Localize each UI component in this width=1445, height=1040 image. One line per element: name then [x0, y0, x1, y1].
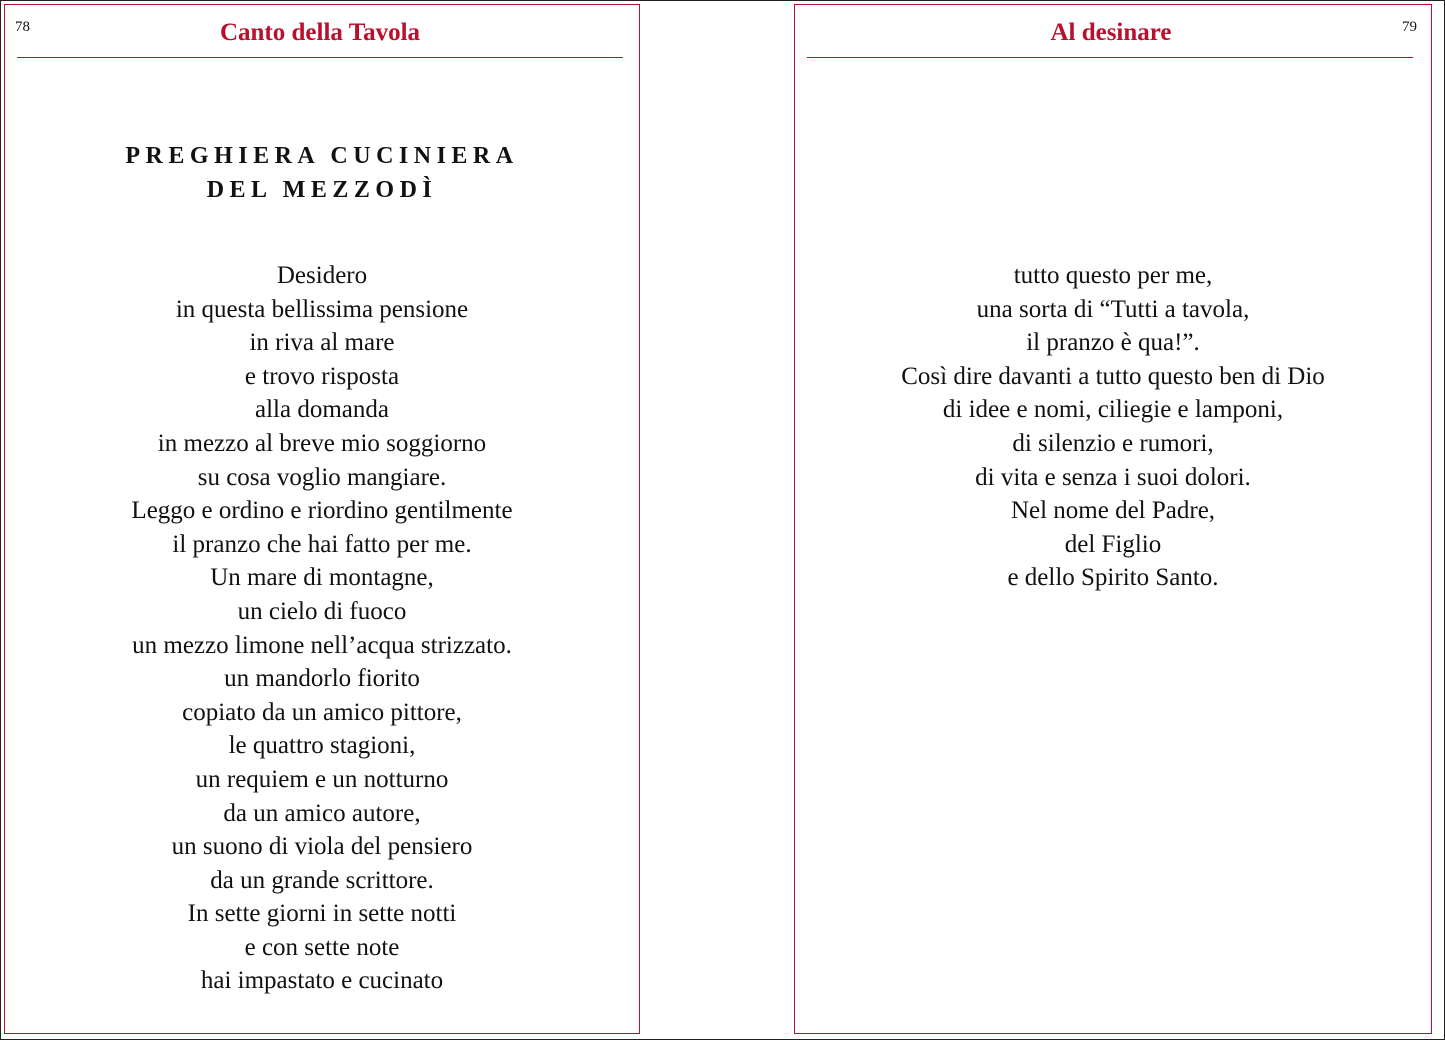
verse-line: Desidero	[276, 262, 368, 289]
verse-line: Leggo e ordino e riordino gentilmente	[131, 497, 513, 525]
verse-line: Così dire davanti a tutto questo ben di Dio	[901, 362, 1325, 390]
verse-line: in mezzo al breve mio soggiorno	[157, 429, 487, 457]
verse-line: In sette giorni in sette notti	[187, 900, 457, 928]
verse-line: del Figlio	[1064, 530, 1162, 558]
verse-line: Un mare di montagne,	[210, 564, 434, 592]
verse-line: di silenzio e rumori,	[1012, 429, 1214, 457]
page-number-right: 79	[1402, 19, 1417, 35]
verse-line: di vita e senza i suoi dolori.	[975, 463, 1251, 491]
verse-line: il pranzo è qua!”.	[1026, 329, 1200, 357]
verse-line: un requiem e un notturno	[195, 765, 449, 793]
verses-left	[5, 259, 639, 998]
right-page	[794, 4, 1432, 1034]
verses-right	[795, 259, 1431, 595]
verse-line: e con sette note	[244, 933, 400, 961]
verse-line: il pranzo che hai fatto per me.	[172, 530, 472, 558]
verse-line: una sorta di “Tutti a tavola,	[976, 295, 1250, 323]
verse-line: un mezzo limone nell’acqua strizzato.	[132, 631, 512, 659]
verse-line: un suono di viola del pensiero	[171, 833, 473, 861]
verse-line: in riva al mare	[249, 329, 395, 357]
verse-line: da un grande scrittore.	[210, 866, 434, 894]
verse-line: e dello Spirito Santo.	[1007, 564, 1219, 592]
verse-line: Nel nome del Padre,	[1010, 497, 1216, 525]
verse-line: tutto questo per me,	[1013, 262, 1213, 289]
poem-title-line: DEL MEZZODÌ	[206, 177, 438, 203]
left-page	[4, 4, 640, 1034]
verse-line: le quattro stagioni,	[228, 732, 416, 760]
verse-line: copiato da un amico pittore,	[182, 698, 462, 726]
verse-line: e trovo risposta	[244, 362, 400, 390]
verse-line: su cosa voglio mangiare.	[197, 463, 447, 491]
verse-line: di idee e nomi, ciliegie e lamponi,	[942, 396, 1284, 424]
header-rule-left	[17, 57, 623, 58]
verse-line: alla domanda	[255, 396, 389, 424]
page-number-left: 78	[15, 19, 30, 35]
verse-line: hai impastato e cucinato	[200, 967, 444, 995]
verse-line: da un amico autore,	[223, 799, 421, 827]
poem-title-line: PREGHIERA CUCINIERA	[125, 143, 519, 169]
poem-title	[5, 139, 639, 207]
running-head-right: Al desinare	[1050, 19, 1172, 46]
verse-line: in questa bellissima pensione	[175, 295, 469, 323]
header-rule-right	[807, 57, 1413, 58]
verse-line: un mandorlo fiorito	[224, 665, 420, 693]
verse-line: un cielo di fuoco	[237, 597, 407, 625]
running-head-left: Canto della Tavola	[219, 19, 421, 46]
